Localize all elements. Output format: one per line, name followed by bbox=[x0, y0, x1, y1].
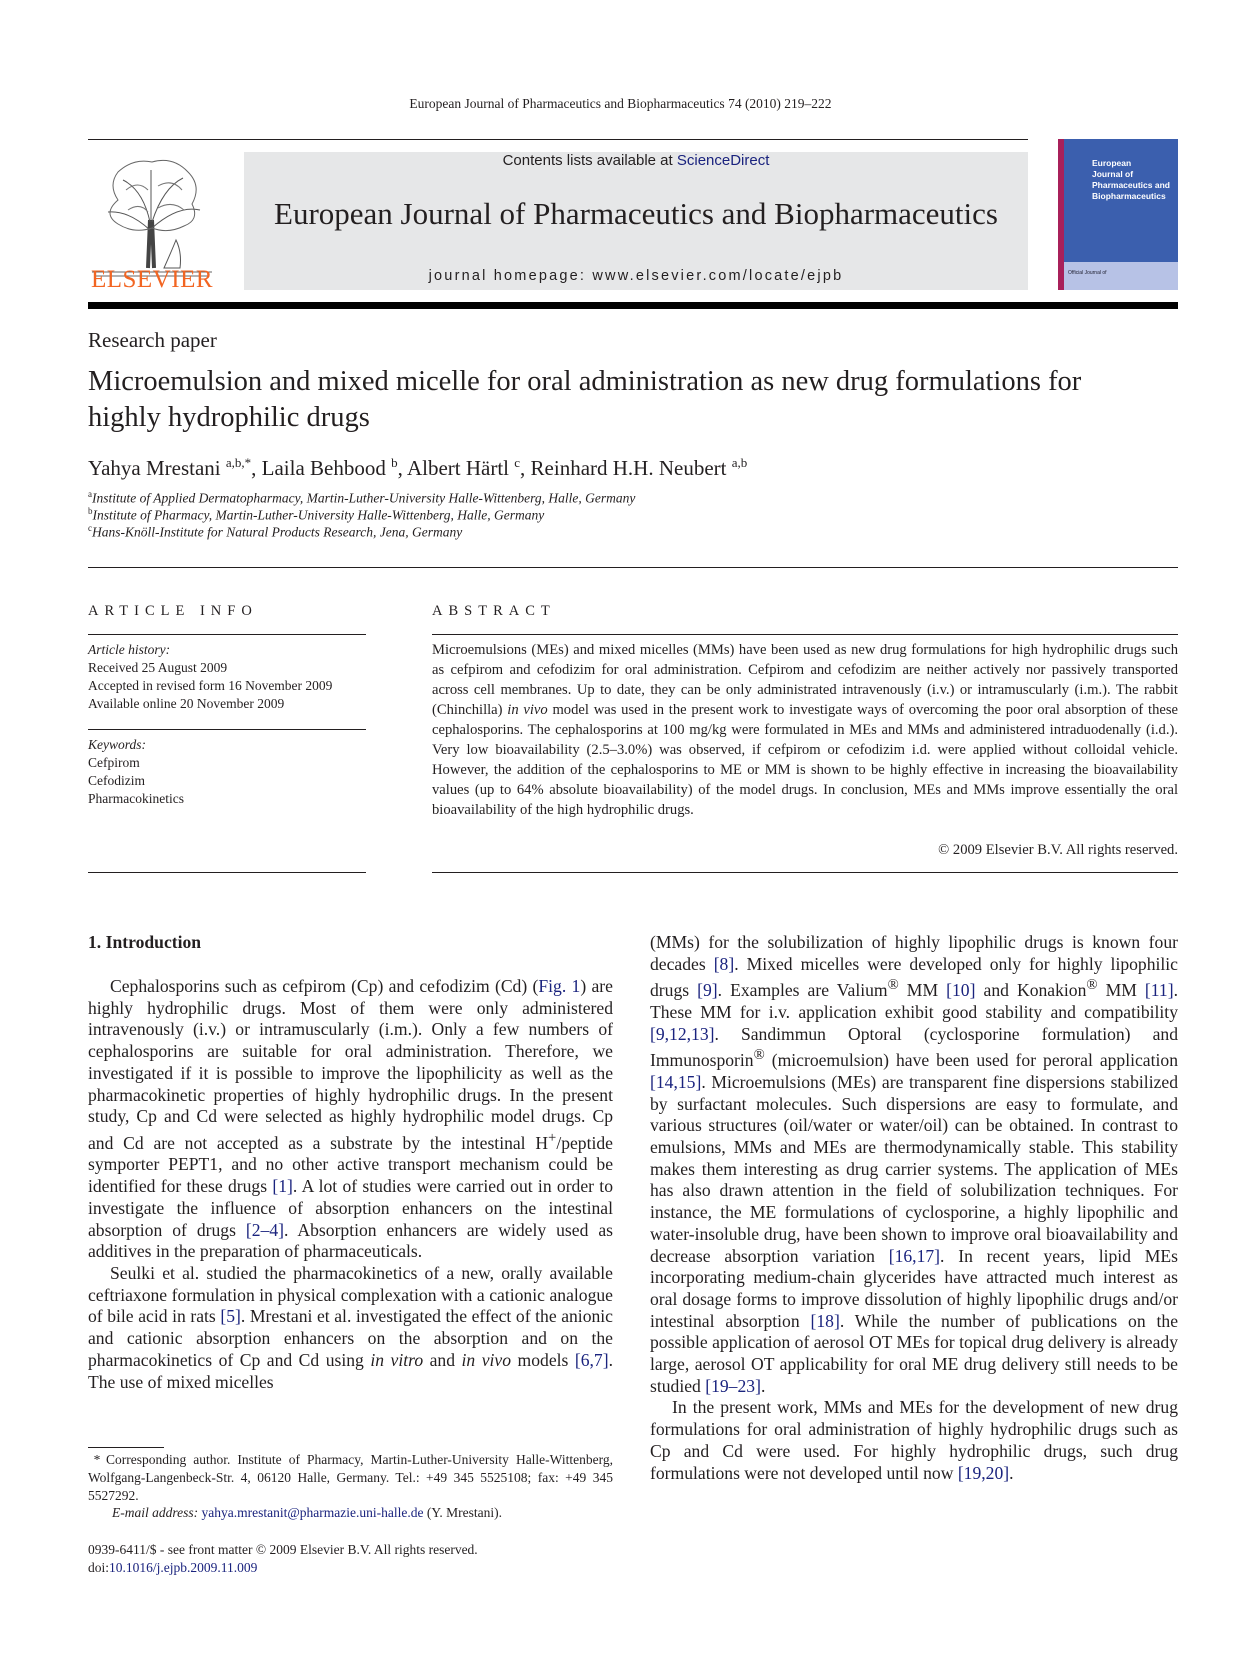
footnote-marker: * bbox=[93, 1452, 101, 1467]
abstract-copyright: © 2009 Elsevier B.V. All rights reserved. bbox=[938, 842, 1178, 858]
author-name: Laila Behbood bbox=[261, 456, 386, 480]
journal-homepage bbox=[244, 268, 1028, 284]
corresponding-author-footnote bbox=[88, 1451, 613, 1505]
text-run: Cephalosporins such as cefpirom (Cp) and cefodizim (Cd) ( bbox=[110, 976, 539, 996]
author-name: Albert Härtl bbox=[406, 456, 509, 480]
cover-line: Journal of bbox=[1092, 169, 1134, 179]
article-info-rule bbox=[88, 634, 366, 635]
abstract-text bbox=[432, 640, 1178, 820]
cover-line: European bbox=[1092, 158, 1132, 168]
text-run: . Mixed micelles were developed only for highly lipophilic drugs bbox=[650, 953, 1178, 1001]
text-run: (microemulsion) have been used for peroral application bbox=[764, 1050, 1178, 1071]
citation-link[interactable]: [6,7] bbox=[574, 1349, 609, 1370]
registered-mark: ® bbox=[887, 977, 899, 994]
text-run: . These MM for i.v. application exhibit good stability and compatibility bbox=[650, 980, 1178, 1022]
text-run: . Sandimmun Optoral (cyclosporine formulation) and Immunosporin bbox=[650, 1023, 1178, 1071]
citation-link[interactable]: [2–4] bbox=[245, 1219, 285, 1240]
text-run: . A lot of studies were carried out in order to investigate the influence of absorption enhancers on the intestinal absorption of drugs bbox=[88, 1176, 613, 1240]
history-item: Received 25 August 2009 bbox=[88, 660, 228, 675]
journal-cover-title bbox=[1092, 158, 1176, 202]
author-affiliation-marker[interactable]: a,b bbox=[731, 455, 748, 470]
citation-link[interactable]: [5] bbox=[220, 1306, 241, 1327]
text-run: models bbox=[511, 1349, 575, 1370]
keyword-item: Cefpirom bbox=[88, 755, 140, 770]
italic-term: in vitro bbox=[370, 1349, 424, 1370]
email-owner: (Y. Mrestani). bbox=[423, 1505, 502, 1520]
body-column-right bbox=[650, 932, 1178, 1484]
issn-line: 0939-6411/$ - see front matter © 2009 Elsevier B.V. All rights reserved. bbox=[88, 1542, 478, 1557]
citation-link[interactable]: [1] bbox=[272, 1176, 293, 1197]
citation-link[interactable]: [11] bbox=[1144, 980, 1174, 1001]
text-run: (MMs) for the solubilization of highly lipophilic drugs is known four decades bbox=[650, 932, 1178, 974]
email-link[interactable]: yahya.mrestanit@pharmazie.uni-halle.de bbox=[201, 1505, 424, 1520]
affiliation-marker: b bbox=[88, 506, 93, 516]
text-run: . The use of mixed micelles bbox=[88, 1349, 613, 1392]
journal-title: European Journal of Pharmaceutics and Biopharmaceutics bbox=[274, 196, 998, 231]
body-column-left bbox=[88, 976, 613, 1393]
abstract-heading: ABSTRACT bbox=[432, 603, 556, 619]
doi-line bbox=[88, 1559, 478, 1577]
abstract-text-part: Microemulsions (MEs) and mixed micelles (MMs) have been used as new drug formulations for high hydrophilic drugs such as cefpirom and cefodizim for oral administration. Cefpirom and cefodizim are neither actively nor passively transported across cell membranes. Up to date, they can be only administrated intravenously (i.v.) or intramuscularly (i.m.). The rabbit (Chinchilla) bbox=[432, 642, 1178, 718]
text-run: . Absorption enhancers are widely used as additives in the preparation of pharmaceuticals. bbox=[88, 1219, 613, 1262]
paragraph bbox=[88, 976, 613, 1263]
header-rule bbox=[88, 139, 1028, 140]
registered-mark: ® bbox=[753, 1047, 765, 1064]
author-name: Reinhard H.H. Neubert bbox=[530, 456, 727, 480]
abstract-rule bbox=[432, 872, 1178, 873]
text-run: Seulki et al. studied the pharmacokinetics of a new, orally available ceftriaxone formulation in physical complexation with a cationic analogue of bile acid in rats bbox=[88, 1263, 613, 1327]
sciencedirect-link[interactable]: ScienceDirect bbox=[676, 152, 770, 169]
citation-link[interactable]: [19,20] bbox=[957, 1462, 1010, 1483]
text-run: . bbox=[1009, 1462, 1014, 1483]
contents-line bbox=[244, 152, 1028, 169]
registered-mark: ® bbox=[1086, 977, 1098, 994]
front-matter bbox=[88, 1541, 478, 1577]
citation-link[interactable]: [10] bbox=[946, 980, 976, 1001]
author-affiliation-marker[interactable]: b bbox=[391, 455, 398, 470]
author-affiliation-marker[interactable]: a,b,* bbox=[225, 455, 252, 470]
citation-link[interactable]: [14,15] bbox=[650, 1071, 702, 1092]
author-separator: , bbox=[397, 456, 407, 480]
article-info-rule bbox=[88, 872, 366, 873]
homepage-url-link[interactable]: www.elsevier.com/locate/ejpb bbox=[592, 268, 844, 284]
doi-link[interactable]: 10.1016/j.ejpb.2009.11.009 bbox=[109, 1560, 258, 1575]
text-run: /peptide symporter PEPT1, and no other active transport mechanism could be identified for these drugs bbox=[88, 1132, 613, 1197]
author-list bbox=[88, 455, 747, 481]
text-run: MM bbox=[898, 980, 947, 1001]
text-run: . While the number of publications on the possible application of aerosol OT MEs for topical drug delivery is already large, aerosol OT applicability for oral ME drug delivery still needs to be studied bbox=[650, 1310, 1179, 1396]
citation-link[interactable]: [9,12,13] bbox=[650, 1023, 715, 1044]
cover-line: Pharmaceutics and bbox=[1092, 180, 1170, 190]
affiliation-marker: a bbox=[88, 489, 92, 499]
text-run: and Konakion bbox=[975, 980, 1087, 1001]
history-item: Available online 20 November 2009 bbox=[88, 696, 285, 711]
keywords-label: Keywords: bbox=[88, 737, 146, 752]
article-type: Research paper bbox=[88, 328, 217, 352]
affiliation-text: Institute of Pharmacy, Martin-Luther-University Halle-Wittenberg, Halle, Germany bbox=[92, 507, 545, 523]
author-separator: , bbox=[520, 456, 531, 480]
affiliation bbox=[88, 489, 635, 507]
article-history bbox=[88, 641, 366, 713]
email-label: E-mail address: bbox=[112, 1505, 202, 1520]
article-info-rule bbox=[88, 729, 366, 730]
contents-prefix: Contents lists available at bbox=[502, 152, 677, 169]
text-run: MM bbox=[1097, 980, 1145, 1001]
journal-cover-footer bbox=[1064, 262, 1178, 290]
text-run: . In recent years, lipid MEs incorporating medium-chain glycerides have attracted much interest as oral dosage forms to improve dissolution of highly lipophilic drugs and/or intestinal absorption bbox=[650, 1245, 1178, 1331]
affiliation-text: Hans-Knöll-Institute for Natural Products Research, Jena, Germany bbox=[92, 524, 463, 540]
paragraph bbox=[88, 1263, 613, 1393]
doi-label: doi: bbox=[88, 1560, 110, 1575]
affiliation bbox=[88, 523, 462, 541]
abstract-text-part: model was used in the present work to investigate ways of overcoming the poor oral absorption of these cephalosporins. The cephalosporins at 100 mg/kg were formulated in MEs and MMs and administered intraduodenally (i.d.). Very low bioavailability (2.5–3.0%) was observed, if cefpirom or cefodizim i.d. were applied without colloidal vehicle. However, the addition of the cephalosporins to ME or MM is shown to be highly effective in increasing the bioavailability values (up to 64% absolute bioavailability) of the model drugs. In conclusion, MEs and MMs improve essentially the oral bioavailability of the high hydrophilic drugs. bbox=[432, 702, 1179, 818]
paragraph bbox=[650, 932, 1178, 1397]
affiliation bbox=[88, 506, 544, 524]
text-run: . Examples are Valium bbox=[717, 980, 888, 1001]
keyword-item: Pharmacokinetics bbox=[88, 791, 184, 806]
footnote-text: Corresponding author. Institute of Pharmacy, Martin-Luther-University Halle-Wittenberg, Wolfgang-Langenbeck-Str. 4, 06120 Halle, Germany. Tel.: +49 345 5525108; fax: +49 345 5527292. bbox=[88, 1452, 613, 1503]
superscript: + bbox=[548, 1129, 557, 1146]
figure-link[interactable]: Fig. 1 bbox=[538, 976, 581, 996]
abstract-rule bbox=[432, 634, 1178, 635]
running-head: European Journal of Pharmaceutics and Biopharmaceutics 74 (2010) 219–222 bbox=[409, 96, 832, 111]
homepage-prefix: journal homepage: bbox=[428, 268, 593, 284]
text-run: ) are highly hydrophilic drugs. Most of them were only administered intravenously (i.v.) or intramuscularly (i.m.). Only a few numbers of cephalosporins are suitable for oral administration. Therefore, we investigated if it is possible to improve the lipophilicity as well as the pharmacokinetic properties of highly hydrophilic drugs. In the present study, Cp and Cd were selected as highly hydrophilic model drugs. Cp and Cd are not accepted as a substrate by the intestinal H bbox=[88, 976, 613, 1153]
footnote-rule bbox=[88, 1447, 164, 1448]
author-separator: , bbox=[251, 456, 262, 480]
italic-term: in vivo bbox=[461, 1349, 512, 1370]
abstract-text-italic: in vivo bbox=[507, 702, 548, 718]
paragraph bbox=[650, 1397, 1178, 1484]
affiliation-text: Institute of Applied Dermatopharmacy, Martin-Luther-University Halle-Wittenberg, Halle, Germany bbox=[92, 490, 636, 506]
text-run: . Microemulsions (MEs) are transparent fine dispersions stabilized by surfactant molecules. Such dispersions are easy to formulate, and various structures (oil/water or water/oil) can be obtained. In contrast to emulsions, MMs and MEs are thermodynamically stable. This stability makes them interesting as drug carrier systems. The application of MEs has also drawn attention in the field of solubilization techniques. For instance, the ME formulations of cyclosporine, a highly lipophilic and water-insoluble drug, have been shown to improve oral bioavailability and decrease absorption variation bbox=[650, 1071, 1178, 1266]
cover-line: Biopharmaceutics bbox=[1092, 191, 1166, 201]
affiliation-marker: c bbox=[88, 523, 92, 533]
text-run: In the present work, MMs and MEs for the development of new drug formulations for oral administration of highly hydrophilic drugs such as Cp and Cd were used. For highly hydrophilic drugs, such drug formulations were not developed until now bbox=[650, 1397, 1178, 1483]
citation-link[interactable]: [18] bbox=[810, 1310, 840, 1331]
article-history-label: Article history: bbox=[88, 642, 171, 657]
keyword-item: Cefodizim bbox=[88, 773, 145, 788]
text-run: . Mrestani et al. investigated the effect of the anionic and cationic absorption enhancers on the absorption and on the pharmacokinetics of Cp and Cd using bbox=[88, 1306, 613, 1370]
text-run: . bbox=[760, 1375, 766, 1396]
section-heading: 1. Introduction bbox=[88, 932, 202, 952]
citation-link[interactable]: [9] bbox=[697, 980, 718, 1001]
citation-link[interactable]: [19–23] bbox=[705, 1375, 761, 1396]
keywords-block bbox=[88, 736, 366, 808]
citation-link[interactable]: [16,17] bbox=[888, 1245, 941, 1266]
footnote-email-line bbox=[112, 1505, 502, 1521]
elsevier-wordmark: ELSEVIER bbox=[90, 266, 214, 293]
title-block-rule bbox=[88, 567, 1178, 568]
journal-cover-footnote: Official Journal of bbox=[1068, 270, 1107, 276]
history-item: Accepted in revised form 16 November 2009 bbox=[88, 678, 333, 693]
author-name: Yahya Mrestani bbox=[88, 456, 221, 480]
masthead-thick-rule bbox=[88, 302, 1178, 309]
text-run: and bbox=[423, 1349, 462, 1370]
article-info-heading: ARTICLE INFO bbox=[88, 603, 258, 619]
article-title: Microemulsion and mixed micelle for oral administration as new drug formulations for highly hydrophilic drugs bbox=[88, 366, 1082, 433]
citation-link[interactable]: [8] bbox=[713, 953, 735, 974]
author-affiliation-marker[interactable]: c bbox=[514, 455, 521, 470]
